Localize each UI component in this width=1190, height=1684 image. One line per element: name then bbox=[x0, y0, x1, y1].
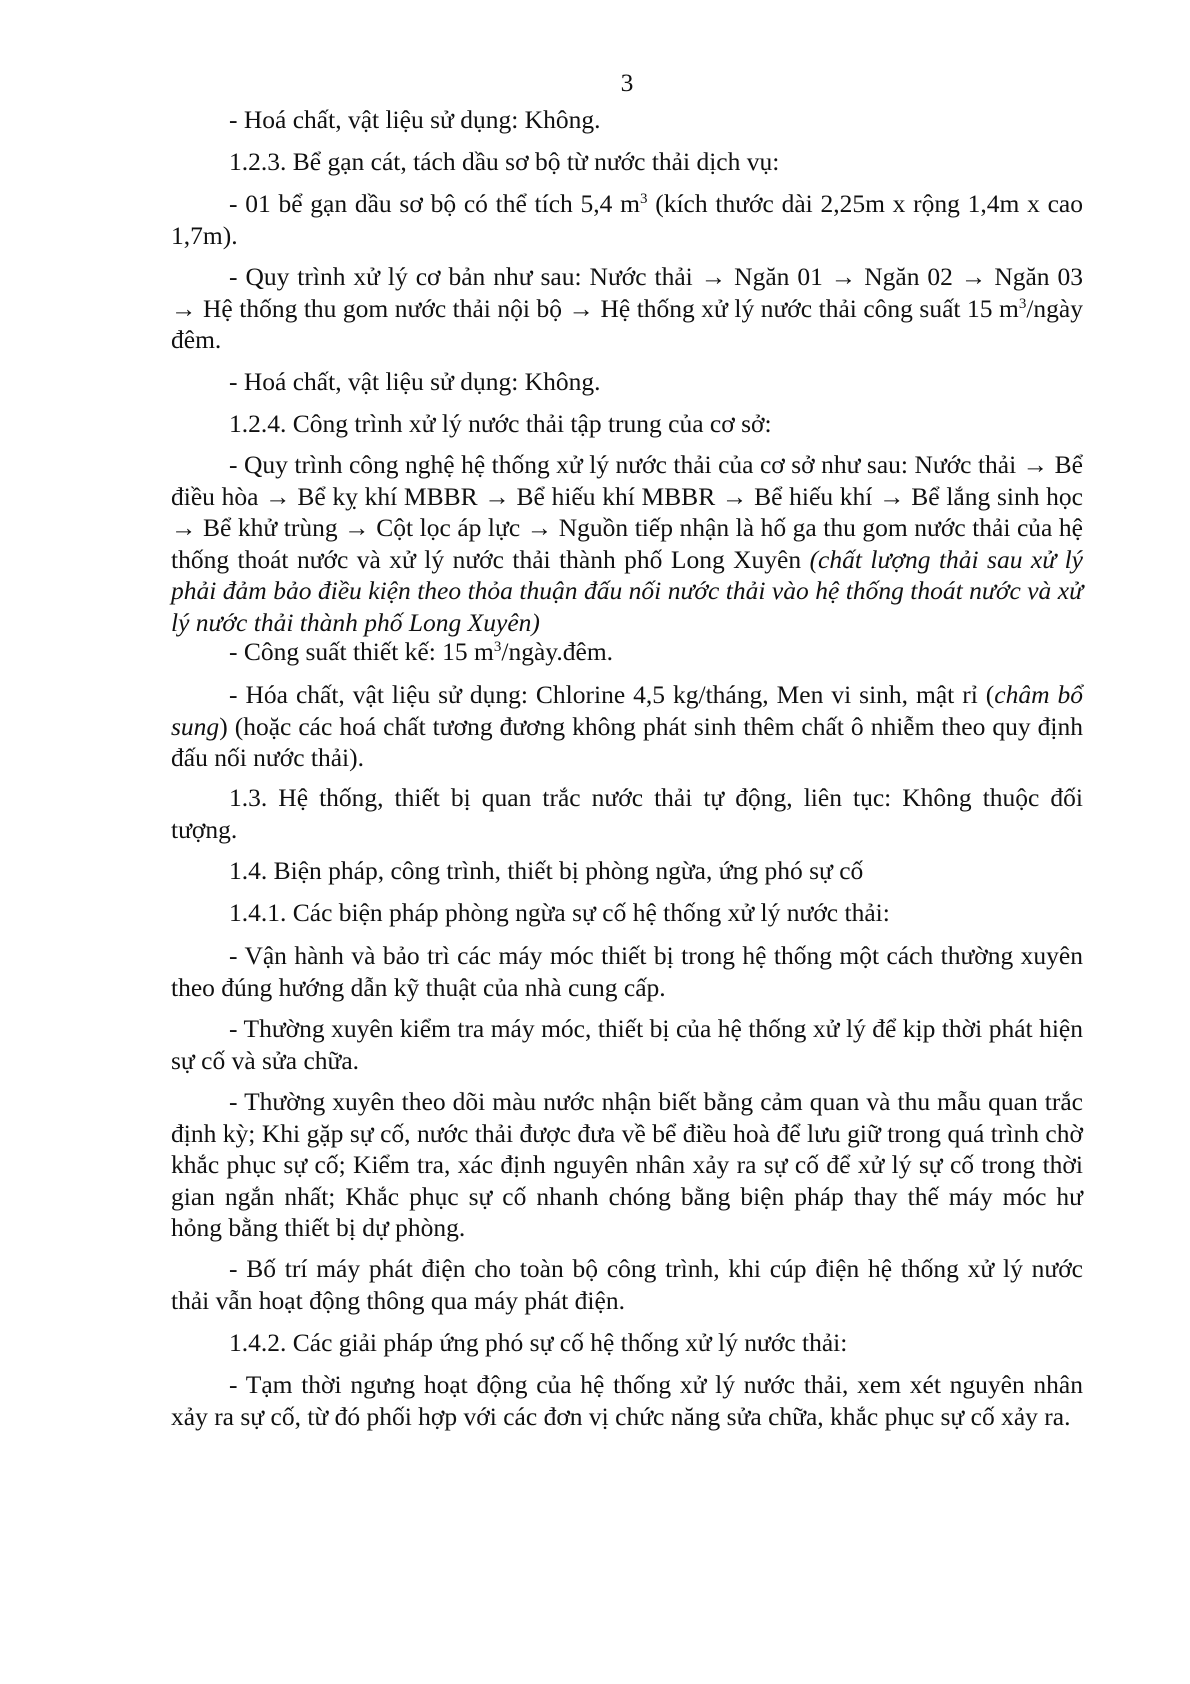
paragraph-inspection: - Thường xuyên kiểm tra máy móc, thiết bị của hệ thống xử lý để kịp thời phát hiện sự cố và sửa chữa. bbox=[171, 1014, 1083, 1075]
superscript: 3 bbox=[493, 639, 502, 655]
text-segment: - Quy trình công nghệ hệ thống xử lý nước thải của cơ sở như sau: Nước thải → Bể điều hòa → Bể kỵ khí MBBR → Bể hiếu khí MBBR → Bể hiếu khí → Bể lắng sinh học → Bể khử trùng → Cột lọc áp lực → Nguồn tiếp nhận là hố ga thu gom nước thải của hệ thống thoát nước và xử lý nước thải thành phố Long Xuyên bbox=[171, 450, 1083, 574]
paragraph-technology-process bbox=[171, 449, 1083, 638]
heading-1-4-1: 1.4.1. Các biện pháp phòng ngừa sự cố hệ thống xử lý nước thải: bbox=[229, 898, 890, 927]
italic-note: (chất lượng thải sau xử lý phải đảm bảo điều kiện theo thỏa thuận đấu nối nước thải vào hệ thống thoát nước và xử lý nước thải thành phố Long Xuyên) bbox=[171, 544, 1083, 637]
text-segment: - Hóa chất, vật liệu sử dụng: Chlorine 4,5 kg/tháng, Men vi sinh, mật rỉ ( bbox=[229, 680, 995, 709]
superscript: 3 bbox=[639, 191, 648, 207]
heading-1-2-4: 1.2.4. Công trình xử lý nước thải tập trung của cơ sở: bbox=[229, 409, 772, 438]
text-segment: /ngày đêm. bbox=[171, 293, 1083, 354]
italic-note: châm bổ sung bbox=[171, 680, 1084, 741]
heading-1-3: 1.3. Hệ thống, thiết bị quan trắc nước thải tự động, liên tục: Không thuộc đối tượng. bbox=[171, 783, 1083, 844]
paragraph-chemicals-used bbox=[171, 679, 1083, 774]
heading-1-4-2: 1.4.2. Các giải pháp ứng phó sự cố hệ thống xử lý nước thải: bbox=[229, 1328, 848, 1357]
paragraph-design-capacity bbox=[171, 636, 1083, 668]
superscript: 3 bbox=[1018, 295, 1027, 312]
paragraph-monitoring: - Thường xuyên theo dõi màu nước nhận biết bằng cảm quan và thu mẫu quan trắc định kỳ; Khi gặp sự cố, nước thải được đưa về bể điều hoà để lưu giữ trong quá trình chờ khắc phục sự cố; Kiểm tra, xác định nguyên nhân xảy ra sự cố để xử lý sự cố trong thời gian ngắn nhất; Khắc phục sự cố nhanh chóng bằng biện pháp thay thế máy móc hư hỏng bằng thiết bị dự phòng. bbox=[171, 1087, 1083, 1242]
page-number: 3 bbox=[620, 68, 634, 97]
text-segment: (kích thước dài 2,25m x rộng 1,4m x cao 1,7m). bbox=[171, 189, 1083, 250]
text-segment: ) (hoặc các hoá chất tương đương không phát sinh thêm chất ô nhiễm theo quy định đấu nối nước thải). bbox=[171, 711, 1083, 772]
paragraph-maintenance: - Vận hành và bảo trì các máy móc thiết bị trong hệ thống một cách thường xuyên theo đúng hướng dẫn kỹ thuật của nhà cung cấp. bbox=[171, 941, 1083, 1002]
paragraph-chemicals-none-1: - Hoá chất, vật liệu sử dụng: Không. bbox=[229, 105, 601, 134]
text-segment: - 01 bể gạn dầu sơ bộ có thể tích 5,4 m bbox=[229, 189, 640, 218]
text-segment: /ngày.đêm. bbox=[501, 637, 614, 666]
heading-1-4: 1.4. Biện pháp, công trình, thiết bị phòng ngừa, ứng phó sự cố bbox=[229, 856, 864, 885]
heading-1-2-3: 1.2.3. Bể gạn cát, tách dầu sơ bộ từ nước thải dịch vụ: bbox=[229, 147, 780, 176]
paragraph-chemicals-none-2: - Hoá chất, vật liệu sử dụng: Không. bbox=[229, 367, 601, 396]
text-segment: - Quy trình xử lý cơ bản như sau: Nước thải → Ngăn 01 → Ngăn 02 → Ngăn 03 → Hệ thống thu gom nước thải nội bộ → Hệ thống xử lý nước thải công suất 15 m bbox=[171, 262, 1083, 323]
text-segment: - Công suất thiết kế: 15 m bbox=[229, 637, 494, 666]
paragraph-oil-tank bbox=[171, 188, 1083, 251]
paragraph-shutdown: - Tạm thời ngưng hoạt động của hệ thống xử lý nước thải, xem xét nguyên nhân xảy ra sự cố, từ đó phối hợp với các đơn vị chức năng sửa chữa, khắc phục sự cố xảy ra. bbox=[171, 1370, 1083, 1431]
paragraph-basic-process bbox=[171, 261, 1083, 356]
paragraph-generator: - Bố trí máy phát điện cho toàn bộ công trình, khi cúp điện hệ thống xử lý nước thải vẫn hoạt động thông qua máy phát điện. bbox=[171, 1254, 1083, 1315]
